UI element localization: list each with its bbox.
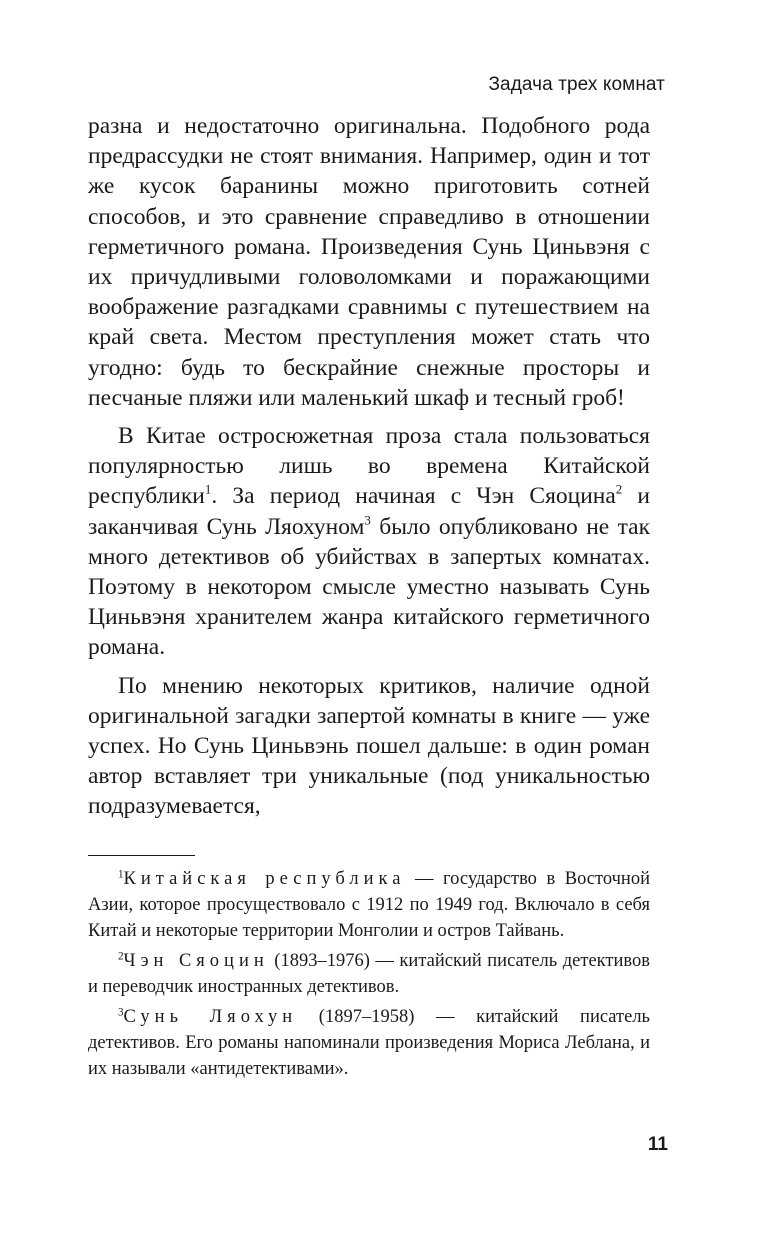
- paragraph-2-part-b: . За период начиная с Чэн Сяоцина: [211, 483, 616, 510]
- footnote-number: 2: [118, 950, 124, 963]
- paragraph-2: [88, 421, 650, 663]
- footnote-separator: [88, 855, 195, 856]
- footnote-ref-2[interactable]: 2: [615, 481, 623, 497]
- footnote-number: 3: [118, 1006, 124, 1019]
- footnote-text: — государство в Восточной Азии, которое просуществовало с 1912 по 1949 год. Включало в себя Китай и некоторые территории Монголии и остров Тайвань.: [88, 869, 650, 941]
- footnote-text: (1893–1976) — китайский писатель детективов и переводчик иностранных детективов.: [88, 951, 650, 997]
- paragraph-2-part-d: было опубликовано не так много детективов об убийствах в запертых комнатах. Поэтому в некотором смысле уместно называть Сунь Циньвэня хранителем жанра китайского герметичного романа.: [88, 513, 650, 661]
- footnote-1: [88, 866, 650, 944]
- footnote-number: 1: [118, 868, 124, 881]
- page-number: 11: [647, 1134, 668, 1155]
- footnote-ref-3[interactable]: 3: [364, 511, 371, 527]
- footnote-text: (1897–1958) — китайский писатель детективов. Его романы напоминали произведения Мориса Леблана, и их называли «антидетективами».: [88, 1007, 650, 1079]
- running-header: Задача трех комнат: [488, 74, 665, 95]
- footnote-term: Китайская республика: [123, 869, 406, 889]
- footnote-3: [88, 1004, 650, 1082]
- main-text: [88, 111, 650, 830]
- paragraph-1: разна и недостаточно оригинальна. Подобного рода предрассудки не стоят внимания. Например, один и тот же кусок баранины можно приготовить сотней способов, и это сравнение справедливо в отношении герметичного романа. Произведения Сунь Циньвэня с их причудливыми головоломками и поражающими воображение разгадками сравнимы с путешествием на край света. Местом преступления может стать что угодно: будь то бескрайние снежные просторы и песчаные пляжи или маленький шкаф и тесный гроб!: [88, 113, 650, 411]
- footnote-term: Сунь Ляохун: [123, 1007, 298, 1027]
- paragraph-2-part-a: В Китае остросюжетная проза стала пользоваться популярностью лишь во времена Китайской республики: [88, 423, 650, 510]
- paragraph-3: По мнению некоторых критиков, наличие одной оригинальной загадки запертой комнаты в книге — уже успех. Но Сунь Циньвэнь пошел дальше: в один роман автор вставляет три уникальные (под уникальностью подразумевается,: [88, 672, 650, 820]
- footnotes: [88, 866, 650, 1086]
- paragraph-2-part-c: и заканчивая Сунь Ляохуном: [88, 483, 650, 540]
- footnote-ref-1[interactable]: 1: [204, 481, 212, 497]
- footnote-term: Чэн Сяоцин: [123, 951, 269, 971]
- footnote-2: [88, 948, 650, 1000]
